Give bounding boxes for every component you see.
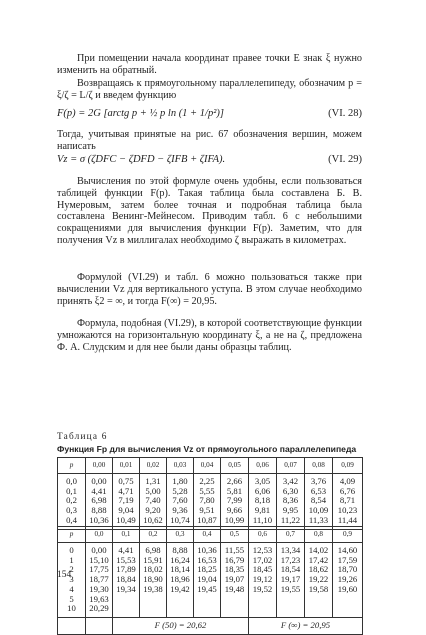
equation-vi28-formula: F(p) = 2G [arctg p + ½ p ln (1 + 1/p²)] xyxy=(57,108,224,119)
paragraph-sludsky-formula: Формула, подобная (VI.29), в которой соответствующие функции умножаются на горизонтальную координату ξ, а не на ζ, предложена Ф. А. Слудским и для нее были даны образцы таблиц. xyxy=(57,318,362,353)
table-cell: 0,75 4,71 7,19 9,04 10,49 xyxy=(113,474,140,530)
table-header-cell: 0,07 xyxy=(277,458,305,474)
table-cell: 2,66 5,81 7,99 9,66 10,99 xyxy=(221,474,249,530)
equation-vi29-formula: Vz = σ (ζDFC − ζDFD − ζIFB + ζIFA). xyxy=(57,154,226,165)
table-row xyxy=(58,474,363,530)
table-cell: 2,25 5,55 7,80 9,51 10,87 xyxy=(194,474,221,530)
table-cell: 14,60 17,59 18,70 19,26 19,60 xyxy=(333,543,363,618)
table-header-cell: 0,1 xyxy=(113,527,140,543)
table-cell: 10,36 16,53 18,25 19,04 19,45 xyxy=(194,543,221,618)
table-header-cell: 0,06 xyxy=(249,458,277,474)
table-header-row xyxy=(58,458,363,474)
table-header-cell: 0,01 xyxy=(113,458,140,474)
table-cell: 12,53 17,02 18,45 19,12 19,52 xyxy=(249,543,277,618)
table-row xyxy=(58,543,363,618)
table-cell xyxy=(86,617,113,634)
table-cell: 1,80 5,28 7,60 9,36 10,74 xyxy=(167,474,194,530)
function-table-small-p xyxy=(57,457,363,530)
table-header-cell: 0,04 xyxy=(194,458,221,474)
table-cell xyxy=(58,617,86,634)
table-cell: 3,05 6,06 8,18 9,81 11,10 xyxy=(249,474,277,530)
table-header-cell: 0,03 xyxy=(167,458,194,474)
equation-vi28 xyxy=(57,108,362,123)
table-cell: 0 1 2 3 4 5 10 xyxy=(58,543,86,618)
table-header-cell: 0,2 xyxy=(140,527,167,543)
paragraph-table-description: Вычисления по этой формуле очень удобны, если пользоваться таблицей функции F(p). Такая таблица была составлена Б. В. Нумеровым, затем более точная и подробная таблица была составлена Венинг-Мейнесом. Приводим табл. 6 с небольшими сокращениями для вычисления функции F(p). Заметим, что для получения Vz в миллигалах необходимо ζ выражать в километрах. xyxy=(57,176,362,246)
table-cell: 4,09 6,76 8,71 10,23 11,44 xyxy=(333,474,363,530)
table-footer-f50: F (50) = 20,62 xyxy=(113,617,249,634)
table-header-cell: p xyxy=(58,527,86,543)
table-header-cell: 0,8 xyxy=(305,527,333,543)
table-header-row xyxy=(58,527,363,543)
table-cell: 1,31 5,00 7,40 9,20 10,62 xyxy=(140,474,167,530)
paragraph-origin-shift: При помещении начала координат правее точки E знак ξ нужно изменить на обратный. xyxy=(57,53,362,76)
table-cell: 0,00 15,10 17,75 18,77 19,30 19,63 20,29 xyxy=(86,543,113,618)
table-header-cell: 0,05 xyxy=(221,458,249,474)
table-header-cell: 0,02 xyxy=(140,458,167,474)
table-cell: 6,98 15,91 18,02 18,90 19,38 xyxy=(140,543,167,618)
equation-vi29-number: (VI. 29) xyxy=(328,154,362,165)
table-cell: 11,55 16,79 18,35 19,07 19,48 xyxy=(221,543,249,618)
table-cell: 14,02 17,42 18,62 19,22 19,58 xyxy=(305,543,333,618)
page-number: 154 xyxy=(57,570,72,580)
table-header-cell: 0,00 xyxy=(86,458,113,474)
table-header-cell: 0,4 xyxy=(194,527,221,543)
table-header-cell: 0,09 xyxy=(333,458,363,474)
paragraph-parallelepiped-intro: Возвращаясь к прямоугольному параллелепипеду, обозначим p = ξ/ζ = L/ζ и введем функцию xyxy=(57,78,362,101)
table-header-cell: p xyxy=(58,458,86,474)
table-header-cell: 0,5 xyxy=(221,527,249,543)
equation-vi29 xyxy=(57,154,362,169)
table-caption: Таблица 6 xyxy=(57,432,108,442)
table-cell: 4,41 15,53 17,89 18,84 19,34 xyxy=(113,543,140,618)
table-header-cell: 0,6 xyxy=(249,527,277,543)
table-cell: 0,00 4,41 6,98 8,88 10,36 xyxy=(86,474,113,530)
table-header-cell: 0,0 xyxy=(86,527,113,543)
table-header-cell: 0,9 xyxy=(333,527,363,543)
table-cell: 3,76 6,53 8,54 10,09 11,33 xyxy=(305,474,333,530)
table-footer-finf: F (∞) = 20,95 xyxy=(249,617,363,634)
equation-vi28-number: (VI. 28) xyxy=(328,108,362,119)
table-cell: 0,0 0,1 0,2 0,3 0,4 xyxy=(58,474,86,530)
table-title: Функция Fp для вычисления Vz от прямоугольного параллелепипеда xyxy=(57,444,357,454)
table-footer-row xyxy=(58,617,363,634)
table-cell: 3,42 6,30 8,36 9,95 11,22 xyxy=(277,474,305,530)
table-header-cell: 0,3 xyxy=(167,527,194,543)
table-cell: 8,88 16,24 18,14 18,96 19,42 xyxy=(167,543,194,618)
table-header-cell: 0,7 xyxy=(277,527,305,543)
table-cell: 13,34 17,23 18,54 19,17 19,55 xyxy=(277,543,305,618)
table-header-cell: 0,08 xyxy=(305,458,333,474)
function-table-large-p xyxy=(57,526,363,635)
paragraph-vertical-step: Формулой (VI.29) и табл. 6 можно пользоваться также при вычислении Vz для вертикального уступа. В этом случае необходимо принять ξ2 = ∞, и тогда F(∞) = 20,95. xyxy=(57,272,362,307)
paragraph-vertex-notation: Тогда, учитывая принятые на рис. 67 обозначения вершин, можем написать xyxy=(57,129,362,152)
